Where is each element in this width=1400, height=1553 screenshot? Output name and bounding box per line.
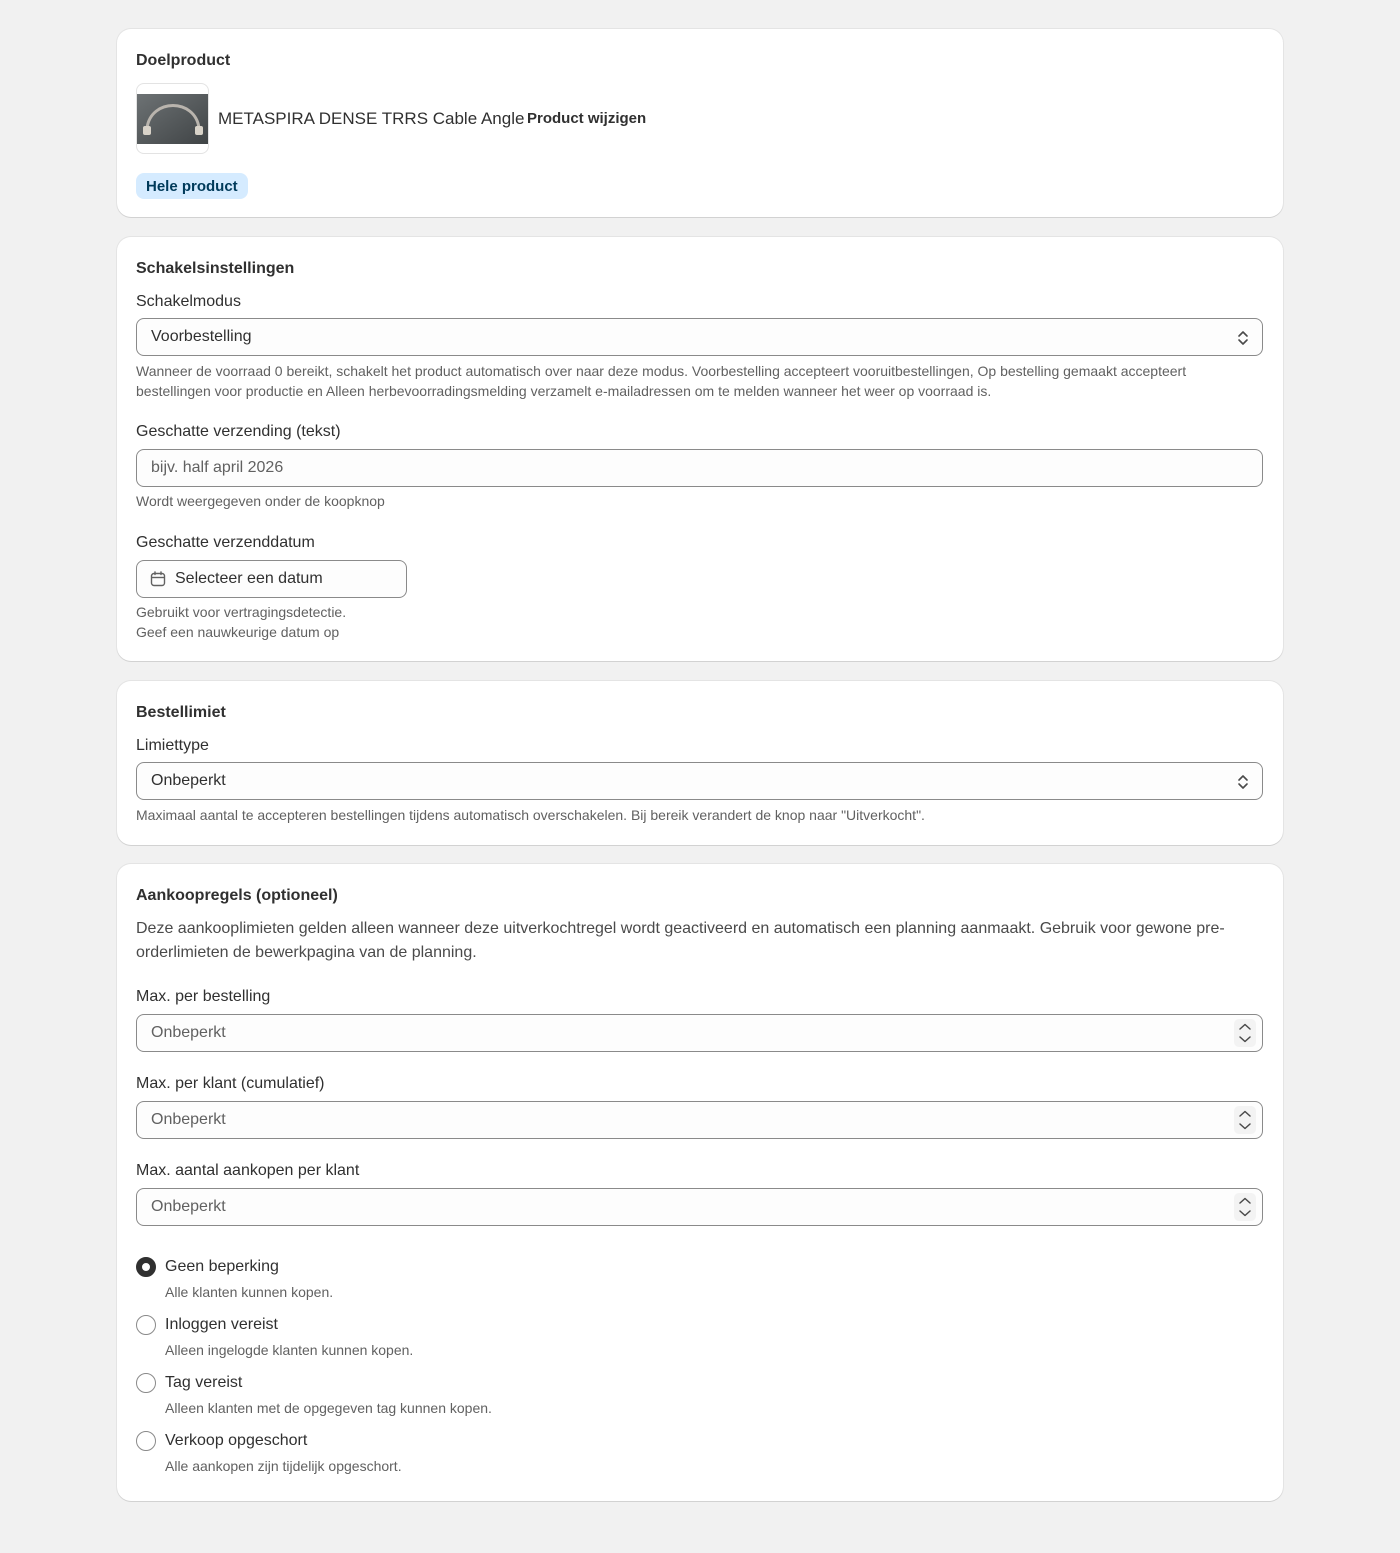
radio-label: Verkoop opgeschort xyxy=(165,1432,308,1449)
max-per-customer-label: Max. per klant (cumulatief) xyxy=(136,1075,325,1092)
radio-help: Alleen klanten met de opgegeven tag kunnen kopen. xyxy=(165,1400,492,1416)
radio-help: Alle klanten kunnen kopen. xyxy=(165,1284,334,1300)
max-purchases-label: Max. aantal aankopen per klant xyxy=(136,1162,360,1179)
switch-settings-card xyxy=(117,237,1283,661)
target-product-card xyxy=(117,29,1283,217)
select-arrows-icon xyxy=(1236,328,1250,348)
card-title-target-product: Doelproduct xyxy=(136,52,231,69)
select-arrows-icon xyxy=(1236,772,1250,792)
limit-type-label: Limiettype xyxy=(136,737,209,754)
radio-button[interactable] xyxy=(136,1257,156,1277)
number-stepper-icon[interactable] xyxy=(1234,1106,1256,1134)
switch-mode-help: Wanneer de voorraad 0 bereikt, schakelt het product automatisch over naar deze modus. Voorbestelling accepteert vooruitbestellingen, Op bestelling gemaakt accepteert bestellingen voor productie en Alleen herbevoorradingsmelding verzamelt e-mailadressen om te melden wanneer het weer op voorraad is. xyxy=(136,363,1187,399)
order-limit-card xyxy=(117,681,1283,845)
max-per-customer-input[interactable] xyxy=(136,1101,1263,1139)
radio-label: Geen beperking xyxy=(165,1258,279,1275)
shipping-date-label: Geschatte verzenddatum xyxy=(136,534,315,551)
radio-button[interactable] xyxy=(136,1315,156,1335)
shipping-text-label: Geschatte verzending (tekst) xyxy=(136,423,341,440)
shipping-date-picker[interactable] xyxy=(136,560,407,598)
radio-option-login-required[interactable] xyxy=(136,1314,413,1360)
radio-label: Tag vereist xyxy=(165,1374,243,1391)
number-stepper-icon[interactable] xyxy=(1234,1193,1256,1221)
shipping-date-help-1: Gebruikt voor vertragingsdetectie. xyxy=(136,604,347,620)
switch-mode-label: Schakelmodus xyxy=(136,293,241,310)
product-thumbnail xyxy=(136,83,209,154)
radio-option-no-restriction[interactable] xyxy=(136,1256,333,1302)
calendar-icon xyxy=(150,571,166,587)
max-per-order-label: Max. per bestelling xyxy=(136,988,271,1005)
radio-button[interactable] xyxy=(136,1431,156,1451)
radio-button[interactable] xyxy=(136,1373,156,1393)
scope-badge: Hele product xyxy=(136,173,248,199)
switch-mode-value: Voorbestelling xyxy=(151,328,252,345)
limit-type-help: Maximaal aantal te accepteren bestellingen tijdens automatisch overschakelen. Bij bereik verandert de knop naar "Uitverkocht". xyxy=(136,807,925,823)
limit-type-value: Onbeperkt xyxy=(151,772,226,789)
card-title-switch-settings: Schakelsinstellingen xyxy=(136,260,295,277)
max-purchases-placeholder: Onbeperkt xyxy=(151,1198,226,1215)
number-stepper-icon[interactable] xyxy=(1234,1019,1256,1047)
card-title-order-limit: Bestellimiet xyxy=(136,704,226,721)
radio-option-tag-required[interactable] xyxy=(136,1372,492,1418)
shipping-date-placeholder: Selecteer een datum xyxy=(175,570,323,587)
shipping-date-help-2: Geef een nauwkeurige datum op xyxy=(136,624,340,640)
radio-help: Alleen ingelogde klanten kunnen kopen. xyxy=(165,1342,414,1358)
max-per-order-input[interactable] xyxy=(136,1014,1263,1052)
purchase-rules-description: Deze aankooplimieten gelden alleen wanneer deze uitverkochtregel wordt geactiveerd en automatisch een planning aanmaakt. Gebruik voor gewone pre-orderlimieten de bewerkpagina van de planning. xyxy=(136,920,1225,961)
purchase-rules-card xyxy=(117,864,1283,1501)
max-per-customer-placeholder: Onbeperkt xyxy=(151,1111,226,1128)
radio-label: Inloggen vereist xyxy=(165,1316,278,1333)
card-title-purchase-rules: Aankoopregels (optioneel) xyxy=(136,887,338,904)
shipping-text-help: Wordt weergegeven onder de koopknop xyxy=(136,493,385,509)
switch-mode-select[interactable] xyxy=(136,318,1263,356)
max-per-order-placeholder: Onbeperkt xyxy=(151,1024,226,1041)
change-product-button[interactable]: Product wijzigen xyxy=(527,110,647,127)
limit-type-select[interactable] xyxy=(136,762,1263,800)
product-name: METASPIRA DENSE TRRS Cable Angle xyxy=(218,109,525,128)
shipping-text-input[interactable] xyxy=(136,449,1263,487)
shipping-text-placeholder: bijv. half april 2026 xyxy=(151,459,284,476)
max-purchases-input[interactable] xyxy=(136,1188,1263,1226)
radio-help: Alle aankopen zijn tijdelijk opgeschort. xyxy=(165,1458,402,1474)
product-image xyxy=(137,84,209,154)
radio-option-sales-suspended[interactable] xyxy=(136,1430,402,1476)
